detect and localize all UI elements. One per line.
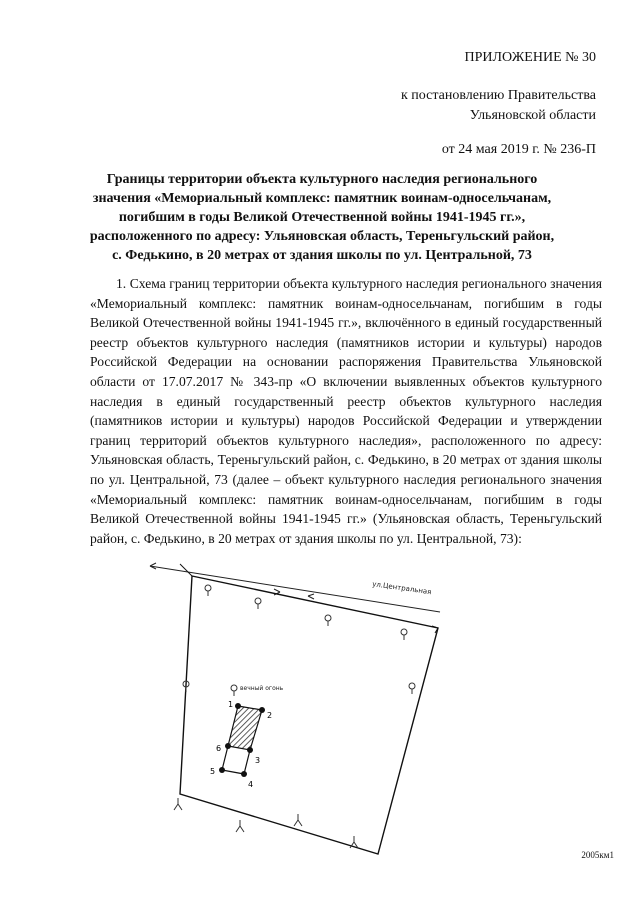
monument-extension [222, 746, 250, 774]
paragraph-1: 1. Схема границ территории объекта культурного наследия регионального значения «Мемориальный комплекс: памятник воинам-односельчанам, погибшим в годы Великой Отечественной войны 1941-1945 гг.», включённого в единый государственный реестр объектов культурного наследия (памятников истории и культуры) народов Российской Федерации на основании распоряжения Правительства Ульяновской области от 17.07.2017 № 343-пр «О включении выявленных объектов культурного наследия в единый государственный реестр объектов культурного наследия (памятников истории и культуры) народов Российской Федерации и утверждении границ территорий объектов культурного наследия», расположенного по адресу: Ульяновская область, Тереньгульский район, с. Федькино, в 20 метрах от здания школы по ул. Центральной, 73 (далее – объект культурного наследия регионального значения «Мемориальный комплекс: памятник воинам-односельчанам, погибшим в годы Великой Отечественной войны 1941-1945 гг.» (Ульяновская область, Тереньгульский район, с. Федькино, в 20 метрах от здания школы по ул. Центральной, 73): [90, 276, 602, 546]
tree-icon [236, 820, 244, 832]
title-line: погибшим в годы Великой Отечественной войны 1941-1945 гг.», [118, 210, 526, 225]
boundary-point [219, 767, 225, 773]
point-label: 4 [248, 780, 254, 789]
tree-icon [231, 685, 237, 696]
street-label: ул.Центральная [371, 580, 432, 597]
arrow-icon [308, 594, 314, 599]
point-label: 5 [210, 767, 216, 776]
document-title [62, 170, 582, 265]
title-line: расположенного по адресу: Ульяновская область, Тереньгульский район, [89, 229, 555, 244]
point-label: 2 [267, 711, 273, 720]
scheme-code: 2005км1 [581, 850, 614, 860]
resolution-line-1: к постановлению Правительства [400, 88, 596, 103]
monument-area [228, 706, 262, 750]
title-line: с. Федькино, в 20 метрах от здания школы по ул. Центральной, 73 [112, 248, 532, 263]
appendix-header [336, 48, 596, 160]
resolution-line-2: Ульяновской области [469, 108, 596, 123]
point-label: 6 [216, 744, 222, 753]
tree-icon [294, 814, 302, 826]
body-text [90, 274, 602, 548]
boundary-point [225, 743, 231, 749]
tree-icon [205, 585, 211, 596]
tree-icon [325, 615, 331, 626]
appendix-number: ПРИЛОЖЕНИЕ № 30 [464, 50, 596, 65]
point-label: 3 [255, 756, 261, 765]
title-line: Границы территории объекта культурного наследия регионального [106, 172, 538, 187]
boundary-extension [180, 564, 192, 576]
boundary-point [259, 707, 265, 713]
tree-icon [174, 798, 182, 810]
boundary-scheme [140, 556, 620, 886]
boundary-point [247, 747, 253, 753]
resolution-date: от 24 мая 2019 г. № 236-П [441, 142, 596, 157]
tree-icon [401, 629, 407, 640]
boundary-point [241, 771, 247, 777]
plot-boundary [180, 576, 438, 854]
tree-icon [409, 683, 415, 694]
monument-label: вечный огонь [240, 685, 284, 692]
title-line: значения «Мемориальный комплекс: памятник воинам-односельчанам, [92, 191, 552, 206]
boundary-point [235, 703, 241, 709]
point-label: 1 [228, 700, 234, 709]
tree-icon [255, 598, 261, 609]
